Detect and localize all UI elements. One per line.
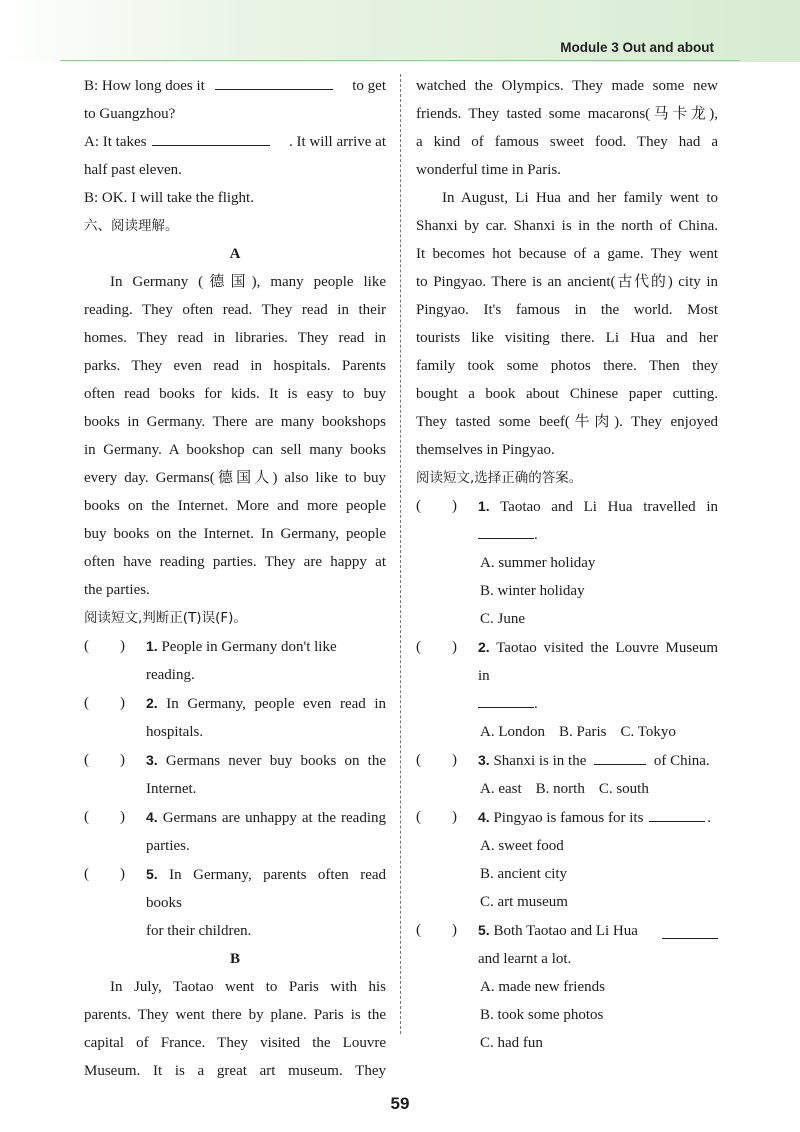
passage-line: family took some photos there. Then they (416, 358, 718, 374)
question-text: Taotao visited the Louvre Museum in (478, 640, 718, 684)
question-text: Taotao and Li Hua travelled in (500, 499, 718, 515)
answer-bracket[interactable]: ( (84, 809, 89, 825)
passage-line: often have reading parties. They are happy at (84, 554, 386, 570)
passage-line: a kind of famous sweet food. They had a (416, 134, 718, 150)
question-number: 1. (478, 498, 490, 514)
page-number: 59 (390, 1094, 410, 1113)
passage-a-text (84, 268, 386, 604)
passage-line: homes. They read in libraries. They read in (84, 330, 386, 346)
answer-blank[interactable] (478, 522, 534, 539)
dialogue-line: B: How long does it to get (84, 72, 386, 100)
question-text: Pingyao is famous for its (493, 810, 644, 826)
mc-question-4 (416, 803, 718, 832)
instruction-mc: 阅读短文,选择正确的答案。 (416, 470, 583, 486)
question-text: hospitals. (146, 724, 204, 740)
option[interactable]: C. south (598, 781, 649, 797)
passage-b-heading: B (229, 951, 240, 967)
passage-line: Museum. It is a great art museum. They (84, 1063, 386, 1079)
question-number: 4. (478, 809, 490, 825)
passage-line: books in Germany. There are many bookshops (84, 414, 386, 430)
question-text: Germans are unhappy at the reading (162, 810, 386, 826)
option[interactable]: B. took some photos (480, 1007, 604, 1023)
mc-question-5 (416, 916, 718, 973)
passage-line: bought a book about Chinese paper cutting. (416, 386, 718, 402)
answer-bracket-close: ) (452, 752, 457, 768)
option[interactable]: A. made new friends (480, 979, 605, 995)
passage-line: in Germany. A bookshop can sell many books (84, 442, 386, 458)
answer-bracket-close: ) (452, 922, 457, 938)
answer-bracket-close: ) (120, 809, 125, 825)
option[interactable]: B. Paris (559, 724, 607, 740)
question-number: 5. (478, 922, 490, 938)
answer-bracket-close: ) (452, 639, 457, 655)
passage-line: wonderful time in Paris. (416, 162, 561, 178)
answer-blank[interactable] (215, 73, 333, 90)
passage-line: capital of France. They visited the Louvre (84, 1035, 386, 1051)
answer-bracket-close: ) (120, 866, 125, 882)
question-text: parties. (146, 838, 190, 854)
answer-bracket[interactable]: ( (84, 866, 89, 882)
answer-bracket-close: ) (452, 809, 457, 825)
passage-b-text-right (416, 72, 718, 464)
passage-line: parks. They even read in hospitals. Parents (84, 358, 386, 374)
question-text: Both Taotao and Li Hua (493, 923, 638, 939)
tf-question-4 (84, 803, 386, 860)
question-text: Shanxi is in the (493, 753, 587, 769)
passage-line: themselves in Pingyao. (416, 442, 555, 458)
question-number: 3. (478, 752, 490, 768)
option[interactable]: C. art museum (480, 894, 568, 910)
passage-line: Shanxi by car. Shanxi is in the north of China. (416, 218, 718, 234)
dialogue-line: half past eleven. (84, 162, 182, 178)
section-title: 六、阅读理解。 (84, 218, 179, 234)
right-column (416, 72, 718, 1057)
passage-line: Pingyao. It's famous in the world. Most (416, 302, 718, 318)
answer-bracket-close: ) (120, 752, 125, 768)
answer-bracket[interactable]: ( (416, 498, 421, 514)
passage-a-heading: A (229, 246, 241, 262)
question-number: 3. (146, 752, 158, 768)
answer-blank[interactable] (152, 129, 270, 146)
answer-bracket-close: ) (120, 695, 125, 711)
answer-bracket[interactable]: ( (84, 695, 89, 711)
passage-line: every day. Germans(德国人) also like to buy (84, 470, 386, 486)
question-text: In Germany, parents often read books (146, 867, 387, 911)
answer-blank[interactable] (649, 805, 705, 822)
passage-line: They tasted some beef(牛肉). They enjoyed (416, 414, 718, 430)
option[interactable]: A. London (480, 724, 545, 740)
question-text: and learnt a lot. (478, 951, 572, 967)
option[interactable]: B. north (535, 781, 585, 797)
question-text: for their children. (146, 923, 252, 939)
passage-line: In July, Taotao went to Paris with his (110, 979, 386, 995)
left-column (84, 72, 386, 1085)
question-text: Internet. (146, 781, 197, 797)
question-text: of China. (653, 753, 710, 769)
question-text: . (707, 810, 711, 826)
mc-question-2 (416, 633, 718, 718)
option[interactable]: B. winter holiday (480, 583, 585, 599)
passage-line: the parties. (84, 582, 150, 598)
option[interactable]: C. Tokyo (620, 724, 676, 740)
dialogue-line: A: It takes . It will arrive at (84, 128, 386, 156)
passage-line: tourists like visiting there. Li Hua and her (416, 330, 718, 346)
option[interactable]: C. June (480, 611, 525, 627)
passage-line: often read books for kids. It is easy to buy (84, 386, 386, 402)
question-number: 2. (478, 639, 490, 655)
question-number: 5. (146, 866, 158, 882)
dialogue-line: B: OK. I will take the flight. (84, 190, 254, 206)
tf-question-3 (84, 746, 386, 803)
answer-blank[interactable] (662, 922, 718, 939)
passage-line: books on the Internet. More and more people (84, 498, 386, 514)
option[interactable]: A. summer holiday (480, 555, 596, 571)
passage-line: buy books on the Internet. In Germany, people (84, 526, 386, 542)
passage-line: friends. They tasted some macarons(马卡龙), (416, 106, 718, 122)
tf-question-1 (84, 632, 386, 689)
mc-question-1 (416, 492, 718, 549)
answer-bracket[interactable]: ( (416, 639, 421, 655)
question-text: In Germany, people even read in (166, 696, 387, 712)
passage-line: to Pingyao. There is an ancient(古代的) city in (416, 274, 718, 290)
tf-question-2 (84, 689, 386, 746)
question-number: 4. (146, 809, 158, 825)
answer-bracket[interactable]: ( (416, 752, 421, 768)
dialogue-line: to Guangzhou? (84, 106, 176, 122)
option-row (416, 775, 718, 803)
instruction-tf: 阅读短文,判断正(T)误(F)。 (84, 610, 247, 626)
answer-blank[interactable] (478, 691, 534, 708)
option-row (416, 718, 718, 746)
answer-blank[interactable] (594, 748, 646, 765)
question-number: 2. (146, 695, 158, 711)
question-number: 1. (146, 638, 158, 654)
answer-bracket-close: ) (120, 638, 125, 654)
question-text: People in Germany don't like reading. (146, 639, 337, 683)
header-rule (60, 60, 740, 61)
passage-line: In Germany (德国), many people like (110, 274, 386, 290)
option[interactable]: C. had fun (480, 1035, 543, 1051)
question-text: Germans never buy books on the (165, 753, 387, 769)
passage-line: reading. They often read. They read in their (84, 302, 386, 318)
answer-bracket[interactable]: ( (84, 638, 89, 654)
answer-bracket[interactable]: ( (416, 922, 421, 938)
passage-b-text-left (84, 973, 386, 1085)
passage-line: In August, Li Hua and her family went to (442, 190, 718, 206)
answer-bracket-close: ) (452, 498, 457, 514)
module-title: Module 3 Out and about (560, 40, 714, 55)
passage-line: It becomes hot because of a game. They went (416, 246, 718, 262)
tf-question-5 (84, 860, 386, 945)
column-divider (400, 74, 401, 1034)
option[interactable]: A. sweet food (480, 838, 564, 854)
question-tail: . (534, 696, 538, 712)
passage-line: parents. They went there by plane. Paris is the (84, 1007, 386, 1023)
passage-line: watched the Olympics. They made some new (416, 78, 718, 94)
question-tail: . (534, 527, 538, 543)
answer-bracket[interactable]: ( (416, 809, 421, 825)
answer-bracket[interactable]: ( (84, 752, 89, 768)
option[interactable]: A. east (480, 781, 522, 797)
option[interactable]: B. ancient city (480, 866, 568, 882)
mc-question-3 (416, 746, 718, 775)
